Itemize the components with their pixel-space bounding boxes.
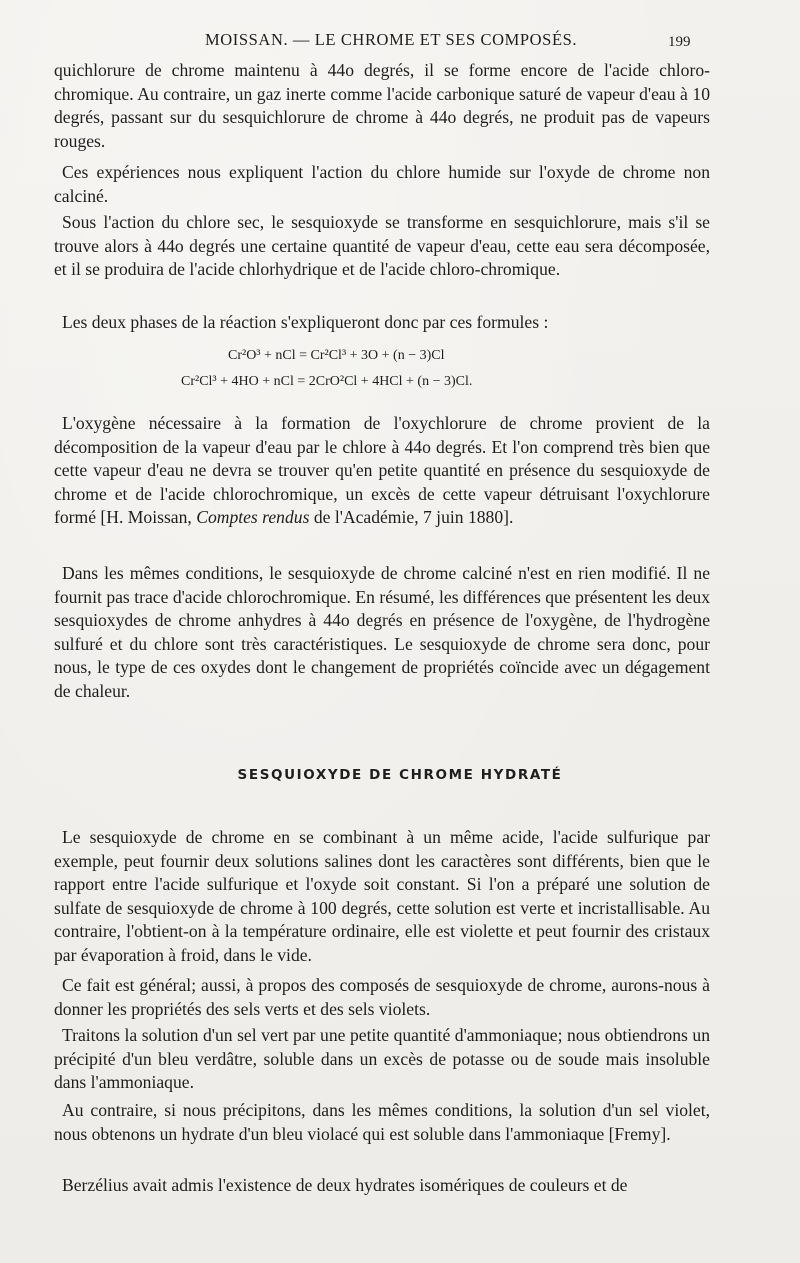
running-title: MOISSAN. — LE CHROME ET SES COMPOSÉS.: [205, 30, 578, 49]
paragraph-4: Les deux phases de la réaction s'expliqueront donc par ces formules :: [62, 312, 549, 332]
paragraph-6: Dans les mêmes conditions, le sesquioxyde de chrome calciné n'est en rien modifié. Il ne fournit pas trace d'acide chlorochromique. En résumé, les différences que présentent les deux sesquioxydes de chrome anhydres à 44o degrés en présence de l'oxygène, de l'hydrogène sulfuré et du chlore sont très caractéristiques. Le sesquioxyde de chrome sera donc, pour nous, le type de ces oxydes dont le changement de propriétés coïncide avec un dégagement de chaleur.: [54, 563, 710, 701]
formula-1: Cr²O³ + nCl = Cr²Cl³ + 3O + (n − 3)Cl: [228, 348, 445, 363]
paragraph-3: Sous l'action du chlore sec, le sesquioxyde se transforme en sesquichlorure, mais s'il se trouve alors à 44o degrés une certaine quantité de vapeur d'eau, cette eau sera décomposée, et il se produira de l'acide chlorhydrique et de l'acide chloro-chromique.: [54, 212, 710, 280]
paragraph-7: Le sesquioxyde de chrome en se combinant à un même acide, l'acide sulfurique par exemple, peut fournir deux solutions salines dont les caractères sont différents, bien que le rapport entre l'acide sulfurique et l'oxyde soit constant. Si l'on a préparé une solution de sulfate de sesquioxyde de chrome à 100 degrés, cette solution est verte et incristallisable. Au contraire, l'obtient-on à la température ordinaire, elle est violette et peut fournir des cristaux par évaporation à froid, dans le vide.: [54, 827, 710, 965]
page-number: 199: [668, 34, 691, 50]
citation-journal: Comptes rendus: [196, 507, 310, 528]
paragraph-10: Au contraire, si nous précipitons, dans les mêmes conditions, la solution d'un sel violet, nous obtenons un hydrate d'un bleu violacé qui est soluble dans l'ammoniaque [Fremy].: [54, 1100, 710, 1144]
section-heading: SESQUIOXYDE DE CHROME HYDRATÉ: [237, 767, 563, 783]
paragraph-11: Berzélius avait admis l'existence de deux hydrates isomériques de couleurs et de: [62, 1175, 628, 1195]
page-header: [0, 28, 800, 54]
paragraph-8: Ce fait est général; aussi, à propos des composés de sesquioxyde de chrome, aurons-nous à donner les propriétés des sels verts et des sels violets.: [54, 975, 710, 1019]
paragraph-2: Ces expériences nous expliquent l'action du chlore humide sur l'oxyde de chrome non calciné.: [54, 162, 710, 206]
paragraph-5-text-end: de l'Académie, 7 juin 1880].: [309, 507, 514, 528]
formula-2: Cr²Cl³ + 4HO + nCl = 2CrO²Cl + 4HCl + (n − 3)Cl.: [181, 374, 473, 389]
paragraph-9: Traitons la solution d'un sel vert par une petite quantité d'ammoniaque; nous obtiendrons un précipité d'un bleu verdâtre, soluble dans un excès de potasse ou de soude mais insoluble dans l'ammoniaque.: [54, 1025, 710, 1093]
paragraph-5-text-start: L'oxygène nécessaire à la formation de l'oxychlorure de chrome provient de la décomposition de la vapeur d'eau par le chlore à 44o degrés. Et l'on comprend très bien que cette vapeur d'eau ne devra se trouver qu'en petite quantité en présence du sesquioxyde de chrome et de l'acide chlorochromique, un excès de cette vapeur détruisant l'oxychlorure formé [H. Moissan,: [54, 413, 710, 528]
paragraph-5: [54, 412, 710, 530]
paragraph-1: quichlorure de chrome maintenu à 44o degrés, il se forme encore de l'acide chloro-chromique. Au contraire, un gaz inerte comme l'acide carbonique saturé de vapeur d'eau à 10 degrés, passant sur du sesquichlorure de chrome à 44o degrés, ne produit pas de vapeurs rouges.: [54, 60, 710, 151]
